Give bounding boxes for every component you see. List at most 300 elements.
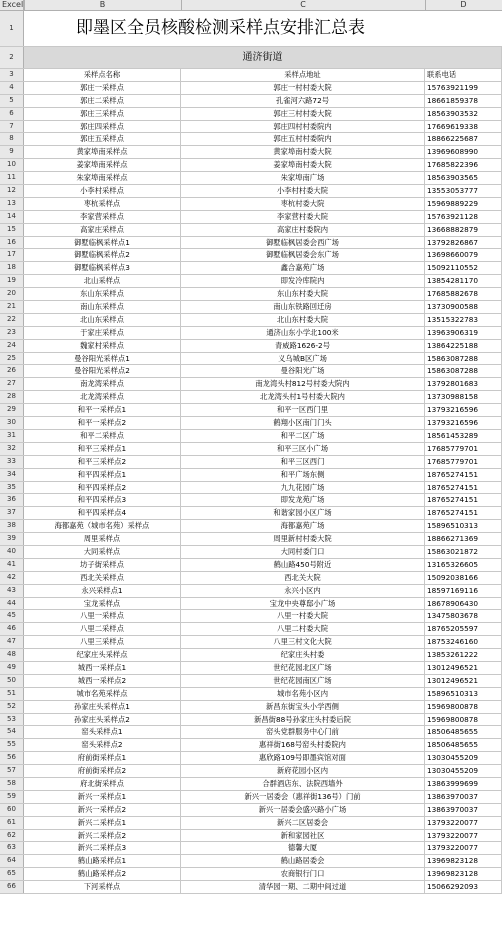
site-name-cell[interactable]: 小李村采样点 bbox=[24, 185, 181, 197]
row-number[interactable]: 22 bbox=[0, 314, 24, 326]
contact-phone-cell[interactable]: 13515322783 bbox=[425, 314, 502, 326]
site-name-cell[interactable]: 府前街采样点1 bbox=[24, 752, 181, 764]
site-name-cell[interactable]: 和平三采样点1 bbox=[24, 443, 181, 455]
contact-phone-cell[interactable]: 18765274151 bbox=[425, 469, 502, 481]
site-name-cell[interactable]: 和平二采样点 bbox=[24, 430, 181, 442]
site-address-cell[interactable]: 鑫合嘉苑广场 bbox=[181, 262, 425, 274]
site-address-cell[interactable]: 李家营村委大院 bbox=[181, 211, 425, 223]
site-address-cell[interactable]: 惠祥街168号窑头村委院内 bbox=[181, 739, 425, 751]
site-name-cell[interactable]: 魏家村采样点 bbox=[24, 340, 181, 352]
row-number[interactable]: 35 bbox=[0, 482, 24, 494]
sheet-row bbox=[0, 275, 502, 288]
contact-phone-cell[interactable]: 13165326605 bbox=[425, 559, 502, 571]
contact-phone-cell[interactable]: 13864225188 bbox=[425, 340, 502, 352]
site-address-cell[interactable]: 姜家埠南村委大院 bbox=[181, 159, 425, 171]
sheet-row bbox=[0, 391, 502, 404]
site-name-cell[interactable]: 八里三采样点 bbox=[24, 636, 181, 648]
site-address-cell[interactable]: 小李村村委大院 bbox=[181, 185, 425, 197]
contact-phone-cell[interactable]: 17669619338 bbox=[425, 121, 502, 133]
site-address-cell[interactable]: 朱家埠南广场 bbox=[181, 172, 425, 184]
row-number[interactable]: 61 bbox=[0, 817, 24, 829]
sheet-row bbox=[0, 726, 502, 739]
contact-phone-cell[interactable]: 15092038166 bbox=[425, 572, 502, 584]
row-number[interactable]: 62 bbox=[0, 830, 24, 842]
row-number[interactable]: 8 bbox=[0, 133, 24, 145]
sheet-row bbox=[0, 765, 502, 778]
site-address-cell[interactable]: 北山东村委大院 bbox=[181, 314, 425, 326]
site-address-cell[interactable]: 青威路1626-2号 bbox=[181, 340, 425, 352]
site-address-cell[interactable]: 新昌街88号孙家庄头村委后院 bbox=[181, 714, 425, 726]
header-name-cell[interactable]: 采样点名称 bbox=[24, 69, 181, 81]
row-number[interactable]: 37 bbox=[0, 507, 24, 519]
row-number[interactable]: 45 bbox=[0, 610, 24, 622]
contact-phone-cell[interactable]: 18866271369 bbox=[425, 533, 502, 545]
contact-phone-cell[interactable]: 15763921128 bbox=[425, 211, 502, 223]
contact-phone-cell[interactable]: 15863087288 bbox=[425, 365, 502, 377]
row-number[interactable]: 39 bbox=[0, 533, 24, 545]
sheet-row bbox=[0, 443, 502, 456]
contact-phone-cell[interactable]: 18661859378 bbox=[425, 95, 502, 107]
site-address-cell[interactable]: 周里新村村委大院 bbox=[181, 533, 425, 545]
row-number[interactable]: 27 bbox=[0, 378, 24, 390]
site-address-cell[interactable]: 高家庄村委院内 bbox=[181, 224, 425, 236]
site-address-cell[interactable]: 世纪花园南区广场 bbox=[181, 675, 425, 687]
sheet-row bbox=[0, 817, 502, 830]
contact-phone-cell[interactable]: 17685779701 bbox=[425, 443, 502, 455]
row-number[interactable]: 21 bbox=[0, 301, 24, 313]
site-address-cell[interactable]: 郭庄五村村委院内 bbox=[181, 133, 425, 145]
row-number[interactable]: 49 bbox=[0, 662, 24, 674]
row-number[interactable]: 42 bbox=[0, 572, 24, 584]
site-name-cell[interactable]: 窑头采样点1 bbox=[24, 726, 181, 738]
site-name-cell[interactable]: 新兴二采样点3 bbox=[24, 842, 181, 854]
site-address-cell[interactable]: 南山东铁路回迁房 bbox=[181, 301, 425, 313]
site-address-cell[interactable]: 曼谷阳光广场 bbox=[181, 365, 425, 377]
site-address-cell[interactable]: 窑头党群服务中心门前 bbox=[181, 726, 425, 738]
site-name-cell[interactable]: 北山采样点 bbox=[24, 275, 181, 287]
site-name-cell[interactable]: 郭庄五采样点 bbox=[24, 133, 181, 145]
contact-phone-cell[interactable]: 18678906430 bbox=[425, 598, 502, 610]
site-address-cell[interactable]: 农商银行门口 bbox=[181, 868, 425, 880]
site-name-cell[interactable]: 郭庄三采样点 bbox=[24, 108, 181, 120]
site-address-cell[interactable]: 德馨大厦 bbox=[181, 842, 425, 854]
site-address-cell[interactable]: 郭庄三村村委大院 bbox=[181, 108, 425, 120]
column-header-d[interactable]: D bbox=[425, 0, 502, 10]
site-address-cell[interactable]: 世纪花园北区广场 bbox=[181, 662, 425, 674]
site-address-cell[interactable]: 海都嘉苑广场 bbox=[181, 520, 425, 532]
contact-phone-cell[interactable]: 18765274151 bbox=[425, 482, 502, 494]
row-number[interactable]: 2 bbox=[0, 47, 24, 68]
site-name-cell[interactable]: 朱家埠南采样点 bbox=[24, 172, 181, 184]
site-name-cell[interactable]: 和平一采样点1 bbox=[24, 404, 181, 416]
site-name-cell[interactable]: 城西一采样点2 bbox=[24, 675, 181, 687]
site-address-cell[interactable]: 即发龙苑广场 bbox=[181, 494, 425, 506]
sheet-row bbox=[0, 159, 502, 172]
site-name-cell[interactable]: 坊子街采样点 bbox=[24, 559, 181, 571]
contact-phone-cell[interactable]: 13963906319 bbox=[425, 327, 502, 339]
contact-phone-cell[interactable]: 13793216596 bbox=[425, 417, 502, 429]
contact-phone-cell[interactable]: 15763921199 bbox=[425, 82, 502, 94]
site-address-cell[interactable]: 和平二区广场 bbox=[181, 430, 425, 442]
row-number[interactable]: 6 bbox=[0, 108, 24, 120]
site-address-cell[interactable]: 西北关大院 bbox=[181, 572, 425, 584]
site-address-cell[interactable]: 永兴小区内 bbox=[181, 585, 425, 597]
row-number[interactable]: 38 bbox=[0, 520, 24, 532]
sheet-row bbox=[0, 95, 502, 108]
site-name-cell[interactable]: 姜家埠南采样点 bbox=[24, 159, 181, 171]
contact-phone-cell[interactable]: 13553053777 bbox=[425, 185, 502, 197]
site-address-cell[interactable]: 宝龙中央尊邸小广场 bbox=[181, 598, 425, 610]
sheet-row bbox=[0, 714, 502, 727]
contact-phone-cell[interactable]: 13793220077 bbox=[425, 817, 502, 829]
site-name-cell[interactable]: 李家营采样点 bbox=[24, 211, 181, 223]
row-number[interactable]: 28 bbox=[0, 391, 24, 403]
row-number[interactable]: 29 bbox=[0, 404, 24, 416]
site-name-cell[interactable]: 御墅临枫采样点2 bbox=[24, 249, 181, 261]
site-name-cell[interactable]: 城西一采样点1 bbox=[24, 662, 181, 674]
sheet-title[interactable]: 即墨区全员核酸检测采样点安排汇总表 bbox=[76, 18, 365, 38]
site-address-cell[interactable]: 鹤山路居委会 bbox=[181, 855, 425, 867]
site-name-cell[interactable]: 西北关采样点 bbox=[24, 572, 181, 584]
row-number[interactable]: 13 bbox=[0, 198, 24, 210]
row-number[interactable]: 55 bbox=[0, 739, 24, 751]
contact-phone-cell[interactable]: 18561453289 bbox=[425, 430, 502, 442]
row-number[interactable]: 30 bbox=[0, 417, 24, 429]
site-address-cell[interactable]: 北龙湾头村1号村委大院内 bbox=[181, 391, 425, 403]
site-address-cell[interactable]: 郭庄一村村委大院 bbox=[181, 82, 425, 94]
row-number[interactable]: 26 bbox=[0, 365, 24, 377]
contact-phone-cell[interactable]: 13863999699 bbox=[425, 778, 502, 790]
row-number[interactable]: 54 bbox=[0, 726, 24, 738]
site-address-cell[interactable]: 郭庄四村村委院内 bbox=[181, 121, 425, 133]
site-name-cell[interactable]: 窑头采样点2 bbox=[24, 739, 181, 751]
contact-phone-cell[interactable]: 13030455209 bbox=[425, 752, 502, 764]
site-address-cell[interactable]: 和平一区西门里 bbox=[181, 404, 425, 416]
row-number[interactable]: 57 bbox=[0, 765, 24, 777]
sheet-row bbox=[0, 739, 502, 752]
row-number[interactable]: 5 bbox=[0, 95, 24, 107]
contact-phone-cell[interactable]: 15896510313 bbox=[425, 520, 502, 532]
site-name-cell[interactable]: 和平一采样点2 bbox=[24, 417, 181, 429]
row-number[interactable]: 15 bbox=[0, 224, 24, 236]
contact-phone-cell[interactable]: 18563903565 bbox=[425, 172, 502, 184]
site-address-cell[interactable]: 黄家埠南村委大院 bbox=[181, 146, 425, 158]
sheet-row bbox=[0, 610, 502, 623]
site-name-cell[interactable]: 北山东采样点 bbox=[24, 314, 181, 326]
sheet-row bbox=[0, 636, 502, 649]
row-number[interactable]: 19 bbox=[0, 275, 24, 287]
site-name-cell[interactable]: 新兴二采样点2 bbox=[24, 830, 181, 842]
row-number[interactable]: 4 bbox=[0, 82, 24, 94]
sheet-row bbox=[0, 533, 502, 546]
contact-phone-cell[interactable]: 13853261222 bbox=[425, 649, 502, 661]
spreadsheet-grid bbox=[0, 11, 502, 894]
site-name-cell[interactable]: 枣杭采样点 bbox=[24, 198, 181, 210]
row-number[interactable]: 63 bbox=[0, 842, 24, 854]
contact-phone-cell[interactable]: 13730900588 bbox=[425, 301, 502, 313]
row-number[interactable]: 3 bbox=[0, 69, 24, 81]
row-number[interactable]: 48 bbox=[0, 649, 24, 661]
contact-phone-cell[interactable]: 15969800878 bbox=[425, 701, 502, 713]
site-name-cell[interactable]: 八里一采样点 bbox=[24, 610, 181, 622]
row-number[interactable]: 16 bbox=[0, 237, 24, 249]
contact-phone-cell[interactable]: 18563903532 bbox=[425, 108, 502, 120]
site-name-cell[interactable]: 海都嘉苑（城市名苑）采样点 bbox=[24, 520, 181, 532]
site-name-cell[interactable]: 御墅临枫采样点3 bbox=[24, 262, 181, 274]
site-name-cell[interactable]: 府北街采样点 bbox=[24, 778, 181, 790]
row-number[interactable]: 50 bbox=[0, 675, 24, 687]
site-address-cell[interactable]: 纪家庄头村委 bbox=[181, 649, 425, 661]
site-address-cell[interactable]: 南龙湾头村812号村委大院内 bbox=[181, 378, 425, 390]
row-number[interactable]: 7 bbox=[0, 121, 24, 133]
row-number[interactable]: 34 bbox=[0, 469, 24, 481]
site-address-cell[interactable]: 义乌城B区广场 bbox=[181, 353, 425, 365]
row-number[interactable]: 10 bbox=[0, 159, 24, 171]
row-number[interactable]: 25 bbox=[0, 353, 24, 365]
row-number[interactable]: 64 bbox=[0, 855, 24, 867]
contact-phone-cell[interactable]: 13698660079 bbox=[425, 249, 502, 261]
site-address-cell[interactable]: 八里一村委大院 bbox=[181, 610, 425, 622]
site-name-cell[interactable]: 鹤山路采样点1 bbox=[24, 855, 181, 867]
site-address-cell[interactable]: 和平三区小广场 bbox=[181, 443, 425, 455]
contact-phone-cell[interactable]: 15969800878 bbox=[425, 714, 502, 726]
row-number[interactable]: 32 bbox=[0, 443, 24, 455]
site-name-cell[interactable]: 和平三采样点2 bbox=[24, 456, 181, 468]
contact-phone-cell[interactable]: 17685822396 bbox=[425, 159, 502, 171]
contact-phone-cell[interactable]: 13730988158 bbox=[425, 391, 502, 403]
contact-phone-cell[interactable]: 13012496521 bbox=[425, 675, 502, 687]
site-address-cell[interactable]: 东山东村委大院 bbox=[181, 288, 425, 300]
site-address-cell[interactable]: 鹤山路450号附近 bbox=[181, 559, 425, 571]
site-address-cell[interactable]: 和平广场东侧 bbox=[181, 469, 425, 481]
column-header-b[interactable]: B bbox=[24, 0, 182, 10]
site-address-cell[interactable]: 城市名苑小区内 bbox=[181, 688, 425, 700]
sheet-row bbox=[0, 121, 502, 134]
sheet-row bbox=[0, 456, 502, 469]
contact-phone-cell[interactable]: 13969823128 bbox=[425, 868, 502, 880]
site-address-cell[interactable]: 新兴一居委会盛兴路小广场 bbox=[181, 804, 425, 816]
site-address-cell[interactable]: 鹤翔小区南门门头 bbox=[181, 417, 425, 429]
site-address-cell[interactable]: 和平三区西门 bbox=[181, 456, 425, 468]
row-number[interactable]: 24 bbox=[0, 340, 24, 352]
contact-phone-cell[interactable]: 13854281170 bbox=[425, 275, 502, 287]
row-number[interactable]: 51 bbox=[0, 688, 24, 700]
row-number[interactable]: 18 bbox=[0, 262, 24, 274]
row-number[interactable]: 12 bbox=[0, 185, 24, 197]
column-header-c[interactable]: C bbox=[181, 0, 426, 10]
row-number[interactable]: 17 bbox=[0, 249, 24, 261]
row-number[interactable]: 40 bbox=[0, 546, 24, 558]
site-name-cell[interactable]: 新兴一采样点1 bbox=[24, 791, 181, 803]
site-name-cell[interactable]: 孙家庄头采样点1 bbox=[24, 701, 181, 713]
contact-phone-cell[interactable]: 13475803678 bbox=[425, 610, 502, 622]
site-name-cell[interactable]: 郭庄二采样点 bbox=[24, 95, 181, 107]
contact-phone-cell[interactable]: 18506485655 bbox=[425, 726, 502, 738]
row-number[interactable]: 47 bbox=[0, 636, 24, 648]
site-address-cell[interactable]: 和谐家园小区广场 bbox=[181, 507, 425, 519]
contact-phone-cell[interactable]: 13863970037 bbox=[425, 804, 502, 816]
site-name-cell[interactable]: 新兴一采样点2 bbox=[24, 804, 181, 816]
contact-phone-cell[interactable]: 13969608990 bbox=[425, 146, 502, 158]
row-number[interactable]: 43 bbox=[0, 585, 24, 597]
sheet-row bbox=[0, 598, 502, 611]
contact-phone-cell[interactable]: 13793220077 bbox=[425, 830, 502, 842]
sheet-row bbox=[0, 623, 502, 636]
row-number[interactable]: 14 bbox=[0, 211, 24, 223]
row-number[interactable]: 58 bbox=[0, 778, 24, 790]
site-address-cell[interactable]: 大同村委门口 bbox=[181, 546, 425, 558]
sheet-row bbox=[0, 172, 502, 185]
contact-phone-cell[interactable]: 17685779701 bbox=[425, 456, 502, 468]
site-name-cell[interactable]: 鹤山路采样点2 bbox=[24, 868, 181, 880]
site-address-cell[interactable]: 九九花园广场 bbox=[181, 482, 425, 494]
sheet-row bbox=[0, 69, 502, 82]
row-number[interactable]: 9 bbox=[0, 146, 24, 158]
site-address-cell[interactable]: 御墅临枫居委会西广场 bbox=[181, 237, 425, 249]
site-address-cell[interactable]: 惠欣路109号即墨宾馆对面 bbox=[181, 752, 425, 764]
contact-phone-cell[interactable]: 13792826867 bbox=[425, 237, 502, 249]
contact-phone-cell[interactable]: 18765205597 bbox=[425, 623, 502, 635]
contact-phone-cell[interactable]: 17685882678 bbox=[425, 288, 502, 300]
row-number[interactable]: 41 bbox=[0, 559, 24, 571]
site-name-cell[interactable]: 和平四采样点2 bbox=[24, 482, 181, 494]
site-name-cell[interactable]: 周里采样点 bbox=[24, 533, 181, 545]
sheet-row bbox=[0, 559, 502, 572]
site-name-cell[interactable]: 新兴二采样点1 bbox=[24, 817, 181, 829]
site-name-cell[interactable]: 大同采样点 bbox=[24, 546, 181, 558]
site-address-cell[interactable]: 清华园一期、二期中间过道 bbox=[181, 881, 425, 893]
row-number[interactable]: 52 bbox=[0, 701, 24, 713]
site-address-cell[interactable]: 通济山东小学北100米 bbox=[181, 327, 425, 339]
row-number[interactable]: 1 bbox=[0, 11, 24, 46]
site-name-cell[interactable]: 和平四采样点4 bbox=[24, 507, 181, 519]
site-name-cell[interactable]: 御墅临枫采样点1 bbox=[24, 237, 181, 249]
contact-phone-cell[interactable]: 15092110552 bbox=[425, 262, 502, 274]
site-address-cell[interactable]: 孔雀河六路72号 bbox=[181, 95, 425, 107]
contact-phone-cell[interactable]: 13793216596 bbox=[425, 404, 502, 416]
site-name-cell[interactable]: 孙家庄头采样点2 bbox=[24, 714, 181, 726]
contact-phone-cell[interactable]: 18753246160 bbox=[425, 636, 502, 648]
site-address-cell[interactable]: 新和家园社区 bbox=[181, 830, 425, 842]
site-name-cell[interactable]: 和平四采样点1 bbox=[24, 469, 181, 481]
sheet-row bbox=[0, 752, 502, 765]
row-number[interactable]: 36 bbox=[0, 494, 24, 506]
contact-phone-cell[interactable]: 18866225687 bbox=[425, 133, 502, 145]
site-address-cell[interactable]: 合群酒店东、法院西墙外 bbox=[181, 778, 425, 790]
site-name-cell[interactable]: 曼谷阳光采样点2 bbox=[24, 365, 181, 377]
contact-phone-cell[interactable]: 18597169116 bbox=[425, 585, 502, 597]
site-name-cell[interactable]: 宝龙采样点 bbox=[24, 598, 181, 610]
site-address-cell[interactable]: 御墅临枫居委会东广场 bbox=[181, 249, 425, 261]
row-number[interactable]: 46 bbox=[0, 623, 24, 635]
contact-phone-cell[interactable]: 18765274151 bbox=[425, 494, 502, 506]
site-name-cell[interactable]: 府前街采样点2 bbox=[24, 765, 181, 777]
sheet-row bbox=[0, 830, 502, 843]
sheet-row bbox=[0, 417, 502, 430]
sheet-row bbox=[0, 198, 502, 211]
site-address-cell[interactable]: 八里三村文化大院 bbox=[181, 636, 425, 648]
header-address-cell[interactable]: 采样点地址 bbox=[181, 69, 425, 81]
column-header-bar bbox=[0, 0, 502, 11]
contact-phone-cell[interactable]: 13863970037 bbox=[425, 791, 502, 803]
site-name-cell[interactable]: 东山东采样点 bbox=[24, 288, 181, 300]
contact-phone-cell[interactable]: 18506485655 bbox=[425, 739, 502, 751]
site-address-cell[interactable]: 枣杭村委大院 bbox=[181, 198, 425, 210]
contact-phone-cell[interactable]: 13792801683 bbox=[425, 378, 502, 390]
contact-phone-cell[interactable]: 15969889229 bbox=[425, 198, 502, 210]
row-number[interactable]: 11 bbox=[0, 172, 24, 184]
sheet-row bbox=[0, 649, 502, 662]
site-name-cell[interactable]: 北龙湾采样点 bbox=[24, 391, 181, 403]
row-number[interactable]: 20 bbox=[0, 288, 24, 300]
row-number[interactable]: 60 bbox=[0, 804, 24, 816]
header-phone-cell[interactable]: 联系电话 bbox=[425, 69, 502, 81]
site-name-cell[interactable]: 郭庄一采样点 bbox=[24, 82, 181, 94]
site-address-cell[interactable]: 即发冷库院内 bbox=[181, 275, 425, 287]
sheet-row bbox=[0, 881, 502, 894]
row-number[interactable]: 59 bbox=[0, 791, 24, 803]
site-name-cell[interactable]: 高家庄采样点 bbox=[24, 224, 181, 236]
site-address-cell[interactable]: 新兴二区居委会 bbox=[181, 817, 425, 829]
contact-phone-cell[interactable]: 15863021872 bbox=[425, 546, 502, 558]
site-name-cell[interactable]: 永兴采样点1 bbox=[24, 585, 181, 597]
contact-phone-cell[interactable]: 13668882879 bbox=[425, 224, 502, 236]
sheet-row bbox=[0, 430, 502, 443]
contact-phone-cell[interactable]: 13969823128 bbox=[425, 855, 502, 867]
site-name-cell[interactable]: 黄家埠南采样点 bbox=[24, 146, 181, 158]
contact-phone-cell[interactable]: 13793220077 bbox=[425, 842, 502, 854]
site-address-cell[interactable]: 新昌东街宝头小学西侧 bbox=[181, 701, 425, 713]
sheet-row bbox=[0, 301, 502, 314]
contact-phone-cell[interactable]: 13030455209 bbox=[425, 765, 502, 777]
sheet-row bbox=[0, 778, 502, 791]
site-name-cell[interactable]: 下河采样点 bbox=[24, 881, 181, 893]
sheet-row bbox=[0, 185, 502, 198]
contact-phone-cell[interactable]: 15896510313 bbox=[425, 688, 502, 700]
row-number[interactable]: 33 bbox=[0, 456, 24, 468]
site-name-cell[interactable]: 纪家庄头采样点 bbox=[24, 649, 181, 661]
site-name-cell[interactable]: 于家庄采样点 bbox=[24, 327, 181, 339]
row-number[interactable]: 31 bbox=[0, 430, 24, 442]
site-name-cell[interactable]: 和平四采样点3 bbox=[24, 494, 181, 506]
contact-phone-cell[interactable]: 13012496521 bbox=[425, 662, 502, 674]
site-name-cell[interactable]: 曼谷阳光采样点1 bbox=[24, 353, 181, 365]
contact-phone-cell[interactable]: 18765274151 bbox=[425, 507, 502, 519]
sheet-row bbox=[0, 327, 502, 340]
site-name-cell[interactable]: 城市名苑采样点 bbox=[24, 688, 181, 700]
sheet-row bbox=[0, 237, 502, 250]
row-number[interactable]: 23 bbox=[0, 327, 24, 339]
site-name-cell[interactable]: 郭庄四采样点 bbox=[24, 121, 181, 133]
site-name-cell[interactable]: 八里二采样点 bbox=[24, 623, 181, 635]
row-number[interactable]: 56 bbox=[0, 752, 24, 764]
site-address-cell[interactable]: 新府花园小区内 bbox=[181, 765, 425, 777]
row-number[interactable]: 65 bbox=[0, 868, 24, 880]
contact-phone-cell[interactable]: 15863087288 bbox=[425, 353, 502, 365]
site-address-cell[interactable]: 新兴一居委会（惠祥街136号）门前 bbox=[181, 791, 425, 803]
contact-phone-cell[interactable]: 15066292093 bbox=[425, 881, 502, 893]
row-number[interactable]: 53 bbox=[0, 714, 24, 726]
site-address-cell[interactable]: 八里二村委大院 bbox=[181, 623, 425, 635]
sheet-row bbox=[0, 146, 502, 159]
row-number[interactable]: 44 bbox=[0, 598, 24, 610]
section-header[interactable]: 通济街道 bbox=[24, 47, 502, 68]
site-name-cell[interactable]: 南龙湾采样点 bbox=[24, 378, 181, 390]
row-number[interactable]: 66 bbox=[0, 881, 24, 893]
site-name-cell[interactable]: 南山东采样点 bbox=[24, 301, 181, 313]
sheet-row bbox=[0, 688, 502, 701]
sheet-row bbox=[0, 262, 502, 275]
